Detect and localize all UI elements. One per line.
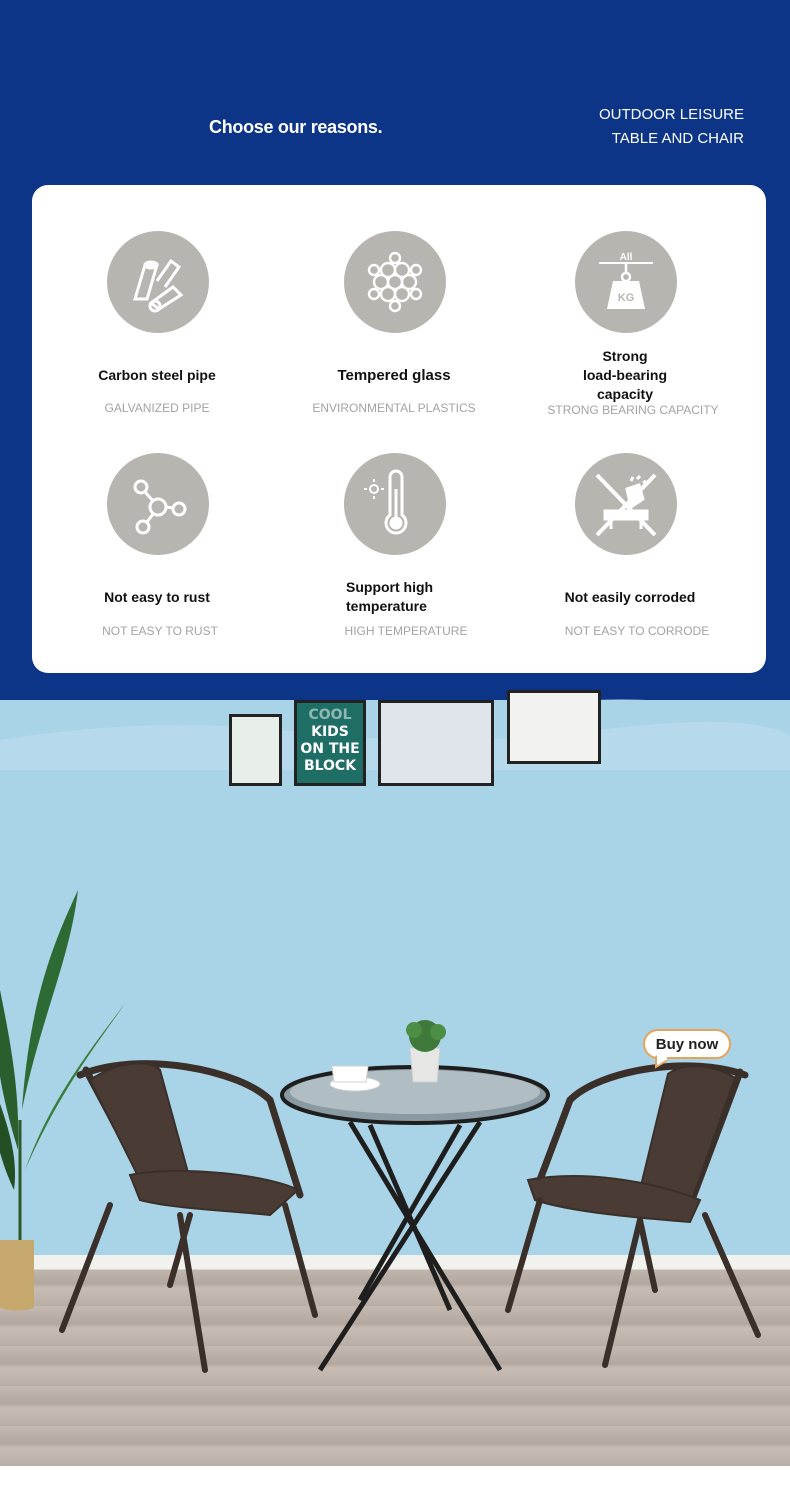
feature-subtitle: STRONG BEARING CAPACITY xyxy=(547,403,719,417)
feature-subtitle: ENVIRONMENTAL PLASTICS xyxy=(312,401,476,415)
feature-not-easy-to-rust xyxy=(37,453,277,653)
feature-tempered-glass xyxy=(274,231,514,431)
feature-icon-circle xyxy=(107,231,209,333)
thermometer-icon xyxy=(360,469,430,539)
weight-icon xyxy=(591,247,661,317)
deer-frame xyxy=(229,714,282,786)
feature-not-corroded xyxy=(505,453,745,653)
feature-icon-circle xyxy=(107,453,209,555)
glass-table xyxy=(282,1020,548,1370)
weight-unit: KG xyxy=(617,292,635,304)
feature-title: Not easily corroded xyxy=(564,589,696,605)
fox-frame xyxy=(378,700,494,786)
feature-subtitle: HIGH TEMPERATURE xyxy=(344,624,468,638)
feature-subtitle: NOT EASY TO CORRODE xyxy=(564,624,710,638)
feature-high-temperature xyxy=(274,453,514,653)
tag-line-2: TABLE AND CHAIR xyxy=(611,130,744,147)
feature-title: Tempered glass xyxy=(337,367,451,384)
feature-title-line: Support high xyxy=(346,579,434,595)
furniture-scene xyxy=(0,870,790,1390)
feature-title-line: temperature xyxy=(346,598,427,614)
poster-line-4: BLOCK xyxy=(303,758,357,774)
feature-title-line: load-bearing xyxy=(582,367,667,383)
feature-load-bearing xyxy=(505,231,745,431)
feature-carbon-steel-pipe xyxy=(37,231,277,431)
left-chair xyxy=(62,1063,315,1370)
feature-title-line: Strong xyxy=(602,348,648,364)
poster-line-3: ON THE xyxy=(300,741,360,757)
feature-title: Carbon steel pipe xyxy=(98,367,216,383)
feature-title xyxy=(505,347,745,404)
poster-line-1: COOL xyxy=(308,707,352,723)
feature-icon-circle xyxy=(344,231,446,333)
no-corrosion-icon xyxy=(591,469,661,539)
product-tag xyxy=(599,103,744,151)
feature-title-line: capacity xyxy=(596,386,654,402)
poster-frame xyxy=(294,700,366,786)
feature-subtitle: GALVANIZED PIPE xyxy=(104,401,210,415)
weight-label: All xyxy=(619,252,633,263)
pipes-icon xyxy=(123,247,193,317)
feature-subtitle: NOT EASY TO RUST xyxy=(102,624,218,638)
poster-line-2: KIDS xyxy=(311,724,349,740)
feather-frame xyxy=(507,690,601,764)
honeycomb-icon xyxy=(360,247,430,317)
tag-line-1: OUTDOOR LEISURE xyxy=(598,106,744,123)
headline: Choose our reasons. xyxy=(209,117,383,137)
feature-title: Not easy to rust xyxy=(104,589,210,605)
features-card xyxy=(32,185,766,673)
feature-icon-circle xyxy=(575,453,677,555)
molecule-icon xyxy=(123,469,193,539)
feature-icon-circle xyxy=(344,453,446,555)
feature-icon-circle xyxy=(575,231,677,333)
right-chair xyxy=(508,1066,758,1365)
buy-now-button[interactable]: Buy now xyxy=(643,1029,731,1059)
